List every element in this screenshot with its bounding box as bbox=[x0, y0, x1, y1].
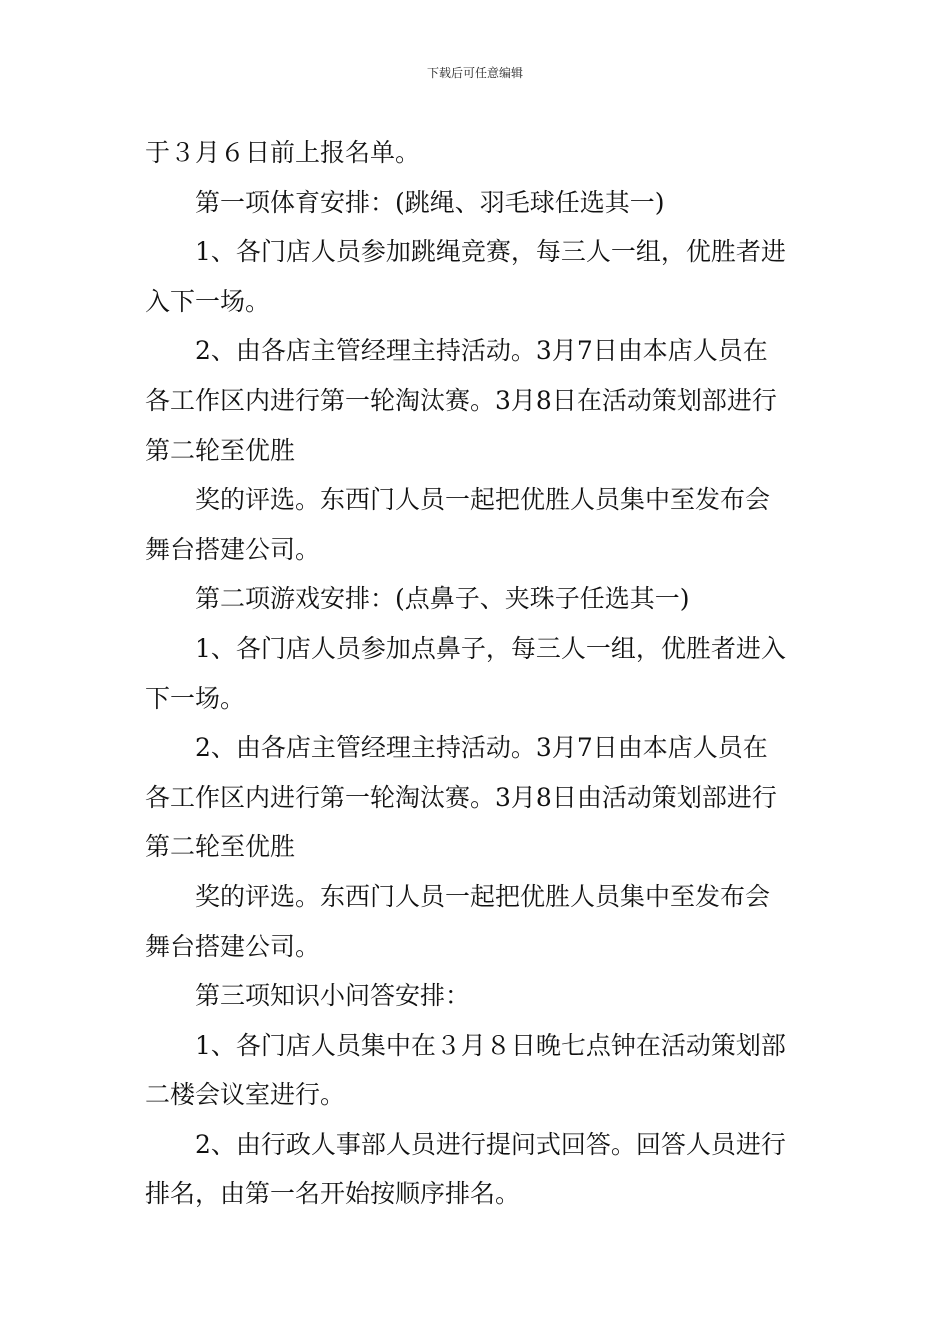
text-line: 二楼会议室进行。 bbox=[145, 1080, 346, 1110]
text-line: 舞台搭建公司。 bbox=[145, 931, 321, 961]
text-line: 1、各门店人员集中在３月８日晚七点钟在活动策划部 bbox=[195, 1030, 786, 1060]
text-line: 2、由各店主管经理主持活动。3月7日由本店人员在 bbox=[195, 336, 768, 366]
text-line: 排名，由第一名开始按顺序排名。 bbox=[145, 1179, 521, 1209]
text-line: 1、各门店人员参加跳绳竞赛，每三人一组，优胜者进 bbox=[195, 237, 786, 267]
text-line: 第二轮至优胜 bbox=[145, 435, 296, 465]
text-line: 入下一场。 bbox=[145, 286, 271, 316]
text-line: 于３月６日前上报名单。 bbox=[145, 138, 421, 167]
text-line: 第二轮至优胜 bbox=[145, 832, 296, 862]
text-line: 奖的评选。东西门人员一起把优胜人员集中至发布会 bbox=[195, 485, 771, 515]
text-line: 各工作区内进行第一轮淘汰赛。3月8日在活动策划部进行 bbox=[145, 385, 777, 415]
text-line: 各工作区内进行第一轮淘汰赛。3月8日由活动策划部进行 bbox=[145, 782, 777, 812]
text-line: 第一项体育安排：(跳绳、羽毛球任选其一) bbox=[195, 187, 665, 217]
text-line: 2、由各店主管经理主持活动。3月7日由本店人员在 bbox=[195, 733, 768, 763]
text-line: 第三项知识小问答安排： bbox=[195, 981, 471, 1011]
text-line: 第二项游戏安排：(点鼻子、夹珠子任选其一) bbox=[195, 584, 690, 614]
text-line: 下一场。 bbox=[145, 683, 246, 713]
text-line: 2、由行政人事部人员进行提问式回答。回答人员进行 bbox=[195, 1129, 786, 1159]
document-body bbox=[145, 128, 810, 1219]
text-line: 奖的评选。东西门人员一起把优胜人员集中至发布会 bbox=[195, 881, 771, 911]
page-header: 下载后可任意编辑 bbox=[426, 66, 523, 80]
text-line: 1、各门店人员参加点鼻子，每三人一组，优胜者进入 bbox=[195, 633, 786, 663]
text-line: 舞台搭建公司。 bbox=[145, 534, 321, 564]
